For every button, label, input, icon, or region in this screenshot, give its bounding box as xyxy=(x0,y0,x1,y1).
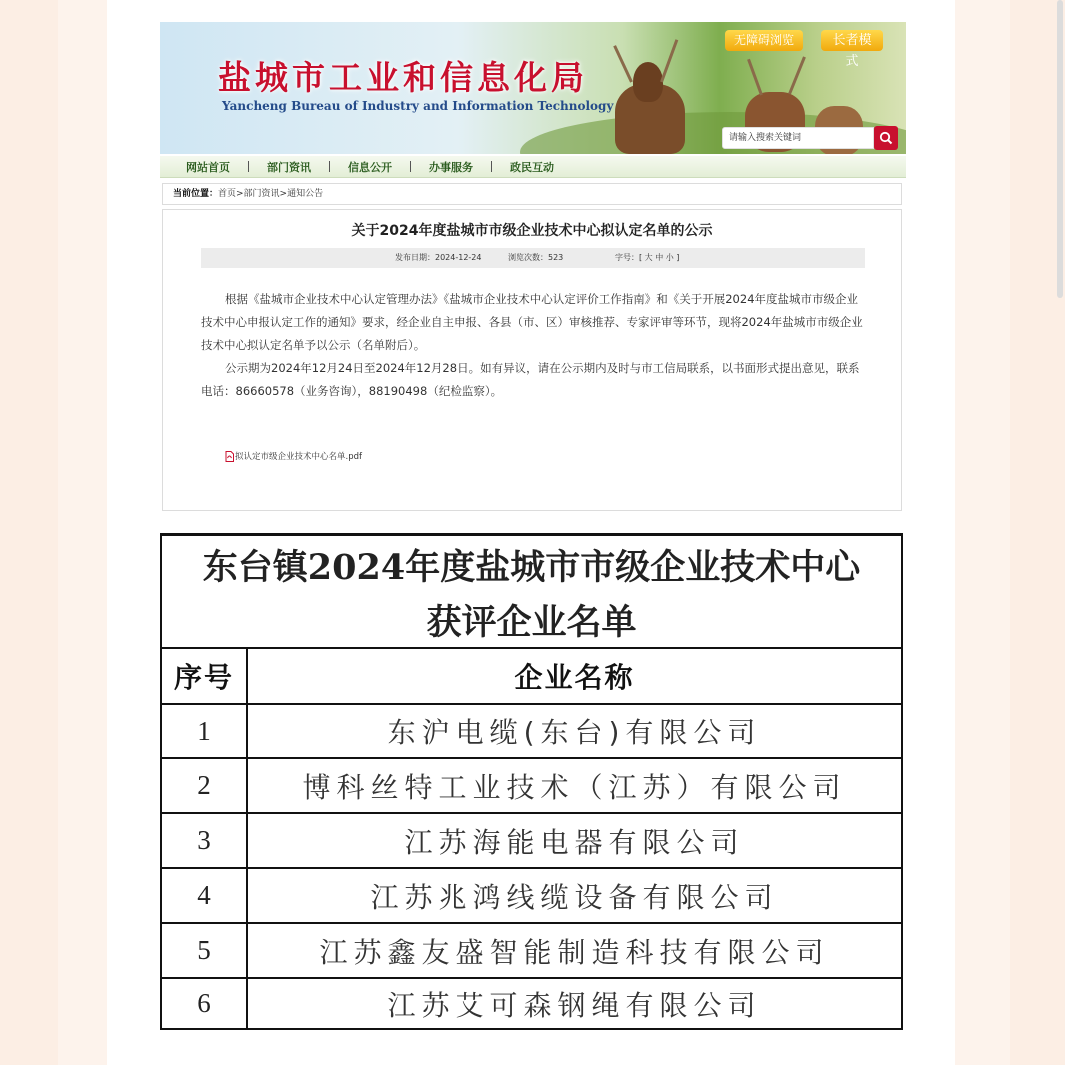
row-serial: 4 xyxy=(162,869,248,922)
article-paragraph: 公示期为2024年12月24日至2024年12月28日。如有异议，请在公示期内及时与市工信局联系，以书面形式提出意见，联系电话：86660578（业务咨询），88190498（纪检监察）。 xyxy=(201,361,860,398)
nav-home[interactable]: 网站首页 xyxy=(186,160,230,174)
row-company: 江苏海能电器有限公司 xyxy=(404,825,745,859)
table-row xyxy=(162,814,901,869)
site-title: 盐城市工业和信息化局 xyxy=(218,58,588,97)
attachment-name: 拟认定市级企业技术中心名单.pdf xyxy=(235,452,362,462)
row-serial: 3 xyxy=(162,814,248,867)
table-title-line2: 获评企业名单 xyxy=(426,602,637,643)
table-row xyxy=(162,979,901,1028)
row-company: 江苏兆鸿线缆设备有限公司 xyxy=(370,880,779,914)
row-serial: 2 xyxy=(162,759,248,812)
breadcrumb xyxy=(162,183,902,205)
table-row xyxy=(162,705,901,759)
article-panel xyxy=(162,209,902,511)
table-title xyxy=(162,536,901,649)
breadcrumb-label: 当前位置： xyxy=(173,189,219,199)
table-row xyxy=(162,924,901,979)
right-margin xyxy=(1010,0,1065,1065)
nav-services[interactable]: 办事服务 xyxy=(429,160,473,174)
site-subtitle: Yancheng Bureau of Industry and Information Technology xyxy=(222,99,614,113)
deer-illustration xyxy=(615,84,685,154)
article-paragraph: 根据《盐城市企业技术中心认定管理办法》《盐城市企业技术中心认定评价工作指南》和《关于开展2024年度盐城市市级企业技术中心申报认定工作的通知》要求，经企业自主申报、各县（市、区）审核推荐、专家评审等环节，现将2024年盐城市市级企业技术中心拟认定名单予以公示（名单附后）。 xyxy=(201,292,863,352)
row-company: 江苏艾可森钢绳有限公司 xyxy=(387,988,762,1022)
row-serial: 1 xyxy=(162,705,248,757)
row-company: 博科丝特工业技术（江苏）有限公司 xyxy=(302,770,847,804)
article-meta xyxy=(201,248,865,268)
table-row xyxy=(162,869,901,924)
row-serial: 5 xyxy=(162,924,248,977)
accessibility-button[interactable]: 无障碍浏览 xyxy=(725,30,803,51)
header-company-name: 企业名称 xyxy=(514,661,635,694)
search-icon xyxy=(879,131,893,145)
pdf-icon xyxy=(225,451,234,462)
awarded-companies-table xyxy=(160,533,903,1030)
publish-date: 发布日期：2024-12-24 xyxy=(395,253,482,262)
breadcrumb-path[interactable]: 首页>部门资讯>通知公告 xyxy=(218,189,324,199)
left-margin xyxy=(0,0,58,1065)
table-row xyxy=(162,759,901,814)
table-title-line1: 东台镇2024年度盐城市市级企业技术中心 xyxy=(202,547,861,588)
search-button[interactable] xyxy=(874,126,898,150)
view-count: 浏览次数：523 xyxy=(508,253,564,262)
website-screenshot xyxy=(160,22,906,512)
row-serial: 6 xyxy=(162,979,248,1028)
elder-mode-button[interactable]: 长者模式 xyxy=(821,30,883,51)
article-body xyxy=(201,288,867,403)
nav-interaction[interactable]: 政民互动 xyxy=(510,160,554,174)
nav-department-news[interactable]: 部门资讯 xyxy=(267,160,311,174)
article-title: 关于2024年度盐城市市级企业技术中心拟认定名单的公示 xyxy=(351,223,713,239)
header-banner xyxy=(160,22,906,154)
font-size-switch[interactable]: 字号：[ 大 中 小 ] xyxy=(615,253,680,262)
row-company: 东沪电缆(东台)有限公司 xyxy=(387,716,762,749)
nav-info-disclosure[interactable]: 信息公开 xyxy=(348,160,392,174)
table-header-row xyxy=(162,649,901,705)
attachment-link[interactable] xyxy=(225,450,362,462)
scrollbar[interactable] xyxy=(1057,0,1063,298)
header-serial: 序号 xyxy=(162,649,248,703)
search-input[interactable]: 请输入搜索关键词 xyxy=(722,127,874,149)
main-nav xyxy=(160,156,906,178)
row-company: 江苏鑫友盛智能制造科技有限公司 xyxy=(319,935,830,969)
